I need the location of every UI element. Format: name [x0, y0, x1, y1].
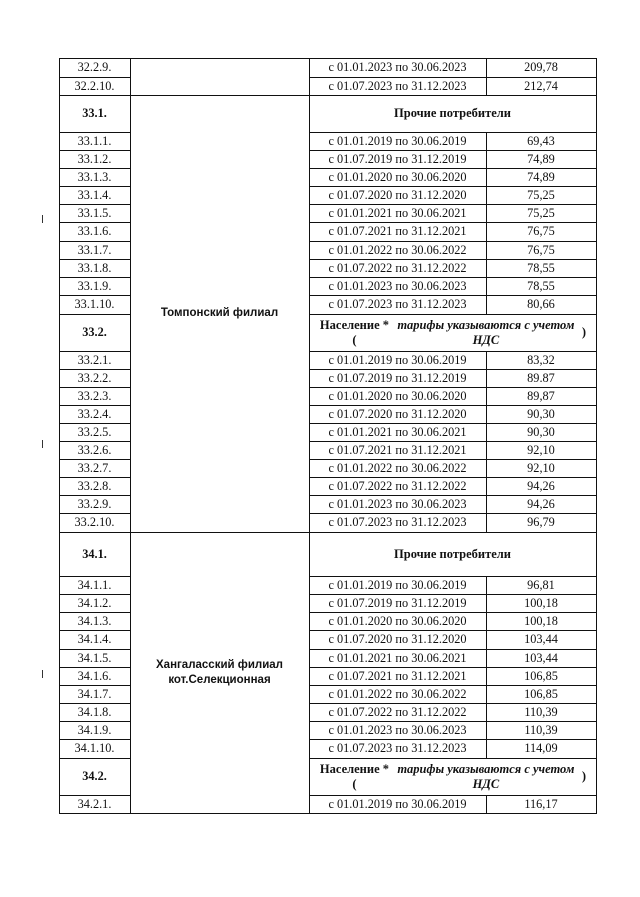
row-period: с 01.07.2020 по 31.12.2020	[328, 632, 467, 646]
row-value: 89,87	[527, 388, 555, 403]
row-value: 74,89	[527, 151, 555, 166]
section-header: Прочие потребители	[394, 546, 511, 561]
row-code: 32.2.9.	[77, 60, 112, 74]
row-code: 33.1.9.	[77, 278, 112, 293]
row-code: 34.2.	[82, 769, 107, 783]
row-code: 34.1.8.	[77, 704, 112, 719]
row-code: 33.2.1.	[77, 352, 112, 367]
section-header: Прочие потребители	[394, 106, 511, 120]
row-value: 114,09	[524, 741, 558, 755]
row-value: 90,30	[527, 424, 555, 439]
row-value: 94,26	[527, 478, 555, 493]
row-period: с 01.01.2022 по 30.06.2022	[328, 686, 467, 701]
row-value: 212,74	[524, 78, 558, 93]
row-period: с 01.01.2023 по 30.06.2023	[328, 722, 467, 737]
row-value: 100,18	[524, 595, 558, 610]
row-value: 103,44	[524, 650, 558, 665]
row-code: 34.1.4.	[77, 632, 112, 646]
row-period: с 01.07.2022 по 31.12.2022	[328, 260, 467, 275]
row-code: 33.2.10.	[74, 515, 115, 529]
row-value: 103,44	[524, 632, 558, 646]
row-value: 74,89	[527, 169, 555, 184]
row-period: с 01.01.2020 по 30.06.2020	[328, 613, 467, 628]
row-period: с 01.01.2023 по 30.06.2023	[328, 60, 467, 74]
row-code: 34.1.2.	[77, 595, 112, 610]
row-period: с 01.01.2019 по 30.06.2019	[328, 133, 467, 148]
row-value: 110,39	[524, 722, 558, 737]
row-code: 33.2.	[82, 325, 107, 339]
row-value: 90,30	[527, 406, 555, 421]
row-value: 96,81	[527, 577, 555, 592]
row-period: с 01.01.2021 по 30.06.2021	[328, 205, 467, 220]
row-period: с 01.01.2019 по 30.06.2019	[328, 796, 467, 811]
row-code: 33.1.4.	[77, 187, 112, 202]
row-code: 33.2.6.	[77, 442, 112, 457]
row-value: 76,75	[527, 224, 555, 238]
row-code: 33.1.	[82, 106, 107, 120]
row-value: 96,79	[527, 515, 555, 529]
row-value: 80,66	[527, 297, 555, 311]
section-header-population: Население * ( тарифы указываются с учетом НДС )	[319, 761, 586, 791]
row-period: с 01.01.2020 по 30.06.2020	[328, 388, 467, 403]
row-code: 33.2.8.	[77, 478, 112, 493]
row-period: с 01.07.2023 по 31.12.2023	[328, 297, 467, 311]
table-border-right	[596, 58, 597, 814]
row-code: 34.1.10.	[74, 741, 115, 755]
row-code: 33.2.7.	[77, 460, 112, 475]
row-code: 33.2.2.	[77, 370, 112, 385]
row-code: 33.1.8.	[77, 260, 112, 275]
table-divider-code	[130, 58, 131, 814]
row-period: с 01.01.2023 по 30.06.2023	[328, 496, 467, 511]
row-value: 83,32	[527, 352, 555, 367]
row-code: 33.1.3.	[77, 169, 112, 184]
row-value: 75,25	[527, 187, 555, 202]
row-period: с 01.01.2022 по 30.06.2022	[328, 460, 467, 475]
row-code: 34.1.5.	[77, 650, 112, 665]
row-value: 78,55	[527, 260, 555, 275]
row-code: 33.1.5.	[77, 205, 112, 220]
row-value: 75,25	[527, 205, 555, 220]
row-value: 92,10	[527, 442, 555, 457]
row-line-right	[309, 813, 596, 814]
row-code: 33.1.6.	[77, 224, 112, 238]
row-code: 33.1.10.	[74, 297, 115, 311]
row-code: 33.1.2.	[77, 151, 112, 166]
row-period: с 01.07.2019 по 31.12.2019	[328, 595, 467, 610]
row-period: с 01.07.2022 по 31.12.2022	[328, 704, 467, 719]
row-value: 78,55	[527, 278, 555, 293]
section-header-population: Население * ( тарифы указываются с учетом НДС )	[319, 317, 586, 347]
row-period: с 01.01.2022 по 30.06.2022	[328, 242, 467, 257]
scan-mark	[42, 440, 43, 448]
row-period: с 01.07.2020 по 31.12.2020	[328, 406, 467, 421]
row-period: с 01.07.2021 по 31.12.2021	[328, 224, 467, 238]
branch-name: Хангаласский филиал кот.Селекционная	[156, 658, 283, 686]
row-code: 34.1.1.	[77, 577, 112, 592]
row-value: 106,85	[524, 668, 558, 683]
row-value: 209,78	[524, 60, 558, 74]
row-value: 100,18	[524, 613, 558, 628]
row-period: с 01.07.2019 по 31.12.2019	[328, 151, 467, 166]
scan-mark	[42, 670, 43, 678]
row-code: 34.1.9.	[77, 722, 112, 737]
row-period: с 01.07.2022 по 31.12.2022	[328, 478, 467, 493]
branch-separator	[130, 813, 309, 814]
row-period: с 01.01.2020 по 30.06.2020	[328, 169, 467, 184]
branch-name: Томпонский филиал	[160, 307, 279, 319]
row-value: 92,10	[527, 460, 555, 475]
row-code: 33.2.3.	[77, 388, 112, 403]
row-code: 33.2.9.	[77, 496, 112, 511]
row-code: 33.2.4.	[77, 406, 112, 421]
row-period: с 01.01.2021 по 30.06.2021	[328, 424, 467, 439]
row-period: с 01.07.2023 по 31.12.2023	[328, 78, 467, 93]
row-code: 34.1.3.	[77, 613, 112, 628]
row-period: с 01.07.2021 по 31.12.2021	[328, 668, 467, 683]
row-code: 34.1.7.	[77, 686, 112, 701]
row-code: 33.1.7.	[77, 242, 112, 257]
row-code: 34.2.1.	[77, 796, 112, 811]
row-code: 34.1.6.	[77, 668, 112, 683]
row-value: 106,85	[524, 686, 558, 701]
row-line-code	[59, 813, 130, 814]
row-period: с 01.07.2021 по 31.12.2021	[328, 442, 467, 457]
row-period: с 01.07.2023 по 31.12.2023	[328, 741, 467, 755]
row-value: 89.87	[527, 370, 555, 385]
row-value: 110,39	[524, 704, 558, 719]
row-code: 32.2.10.	[74, 78, 115, 93]
row-code: 33.1.1.	[77, 133, 112, 148]
branch-separator	[130, 58, 309, 59]
row-period: с 01.07.2020 по 31.12.2020	[328, 187, 467, 202]
row-code: 34.1.	[82, 546, 107, 561]
row-value: 69,43	[527, 133, 555, 148]
row-period: с 01.01.2019 по 30.06.2019	[328, 352, 467, 367]
row-value: 94,26	[527, 496, 555, 511]
scan-mark	[42, 215, 43, 223]
row-period: с 01.07.2019 по 31.12.2019	[328, 370, 467, 385]
row-value: 116,17	[524, 796, 558, 811]
row-period: с 01.01.2021 по 30.06.2021	[328, 650, 467, 665]
row-period: с 01.01.2019 по 30.06.2019	[328, 577, 467, 592]
row-period: с 01.01.2023 по 30.06.2023	[328, 278, 467, 293]
row-code: 33.2.5.	[77, 424, 112, 439]
row-value: 76,75	[527, 242, 555, 257]
row-period: с 01.07.2023 по 31.12.2023	[328, 515, 467, 529]
